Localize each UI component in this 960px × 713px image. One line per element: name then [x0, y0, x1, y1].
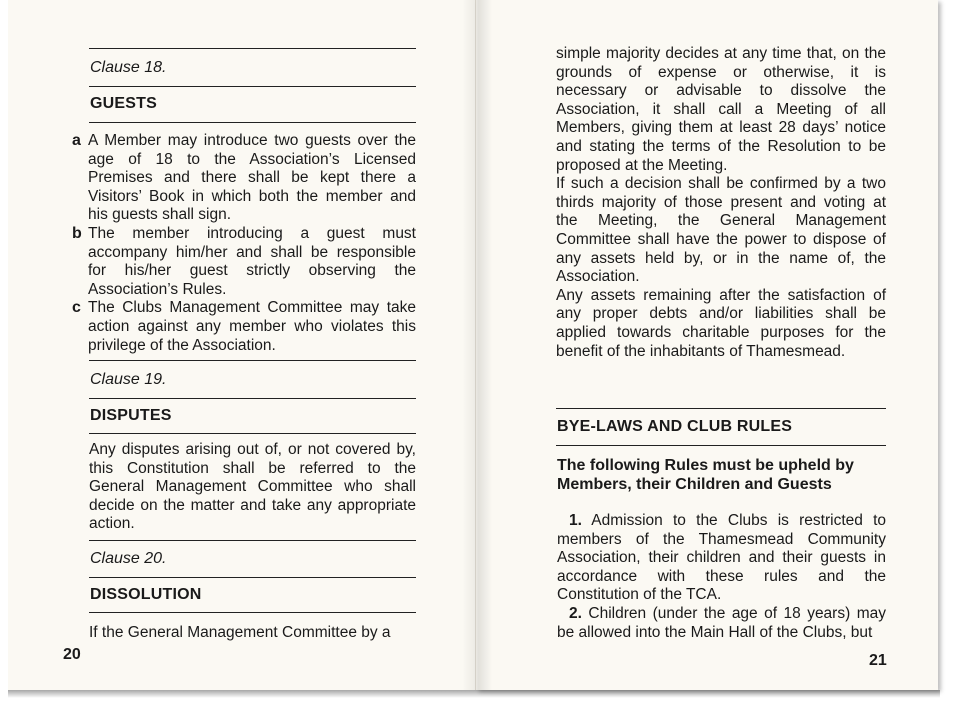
- divider-rule: [89, 612, 416, 613]
- clause-19-label: Clause 19.: [90, 371, 167, 388]
- list-item: [72, 132, 416, 225]
- dissolution-text: If the General Management Committee by a: [89, 624, 391, 641]
- item-text: A Member may introduce two guests over the age of 18 to the Association’s Licensed Premises and there shall be kept there a Visitors’ Book in which both the member and his guests shall sign.: [88, 132, 416, 224]
- byelaws-heading: BYE-LAWS AND CLUB RULES: [557, 418, 793, 435]
- rule-number: 1.: [569, 512, 582, 529]
- list-item: [72, 225, 416, 299]
- divider-rule: [89, 540, 416, 541]
- item-letter: c: [72, 299, 81, 317]
- guests-heading: GUESTS: [90, 95, 157, 112]
- item-letter: a: [72, 132, 81, 149]
- list-item: [72, 299, 416, 355]
- dissolution-paragraph: simple majority decides at any time that, on the grounds of expense or otherwise, it is necessary or advisable to dissolve the Association, it shall call a Meeting of all Members, giving them at least 28 days’ notice and stating the terms of the Resolution to be proposed at the Meeting.: [556, 45, 886, 174]
- clause-20-label: Clause 20.: [90, 550, 167, 567]
- clause-18-label: Clause 18.: [90, 59, 167, 76]
- disputes-heading: DISPUTES: [90, 407, 172, 424]
- dissolution-paragraph: Any assets remaining after the satisfaction of any proper debts and/or liabilities shall be applied towards charitable purposes for the benefit of the inhabitants of Thamesmead.: [556, 286, 886, 360]
- divider-rule: [89, 48, 416, 49]
- guests-list: [72, 132, 416, 355]
- item-letter: b: [72, 224, 82, 242]
- rules-intro: The following Rules must be upheld by Members, their Children and Guests: [557, 457, 854, 493]
- list-item: [557, 512, 886, 605]
- page-shadow: [8, 690, 940, 698]
- divider-rule: [556, 445, 886, 446]
- item-text: The member introducing a guest must accompany him/her and shall be responsible for his/her guest strictly observing the Association’s Rules.: [88, 224, 416, 298]
- list-item: [557, 605, 886, 642]
- rule-text: Admission to the Clubs is restricted to members of the Thamesmead Community Association, their children and their guests in accordance with these rules and the Constitution of the TCA.: [557, 512, 886, 604]
- rule-number: 2.: [569, 604, 582, 622]
- divider-rule: [89, 360, 416, 361]
- rule-text: Children (under the age of 18 years) may be allowed into the Main Hall of the Clubs, but: [557, 604, 886, 641]
- divider-rule: [89, 577, 416, 578]
- item-text: The Clubs Management Committee may take action against any member who violates this privilege of the Association.: [88, 299, 416, 354]
- divider-rule: [556, 408, 886, 409]
- divider-rule: [89, 122, 416, 123]
- dissolution-paragraph: If such a decision shall be confirmed by a two thirds majority of those present and voting at the Meeting, the General Management Committee shall have the power to dispose of any assets held by, or in the name of, the Association.: [556, 175, 886, 286]
- page-number-left: 20: [63, 646, 81, 663]
- book-gutter: [462, 0, 492, 690]
- divider-rule: [89, 398, 416, 399]
- page-number-right: 21: [869, 652, 887, 669]
- club-rules: [557, 512, 886, 642]
- dissolution-heading: DISSOLUTION: [90, 586, 202, 603]
- divider-rule: [89, 86, 416, 87]
- dissolution-continued: [556, 45, 886, 361]
- divider-rule: [89, 433, 416, 434]
- disputes-text: Any disputes arising out of, or not covered by, this Constitution shall be referred to the General Management Committee who shall decide on the matter and take any appropriate action.: [89, 441, 416, 533]
